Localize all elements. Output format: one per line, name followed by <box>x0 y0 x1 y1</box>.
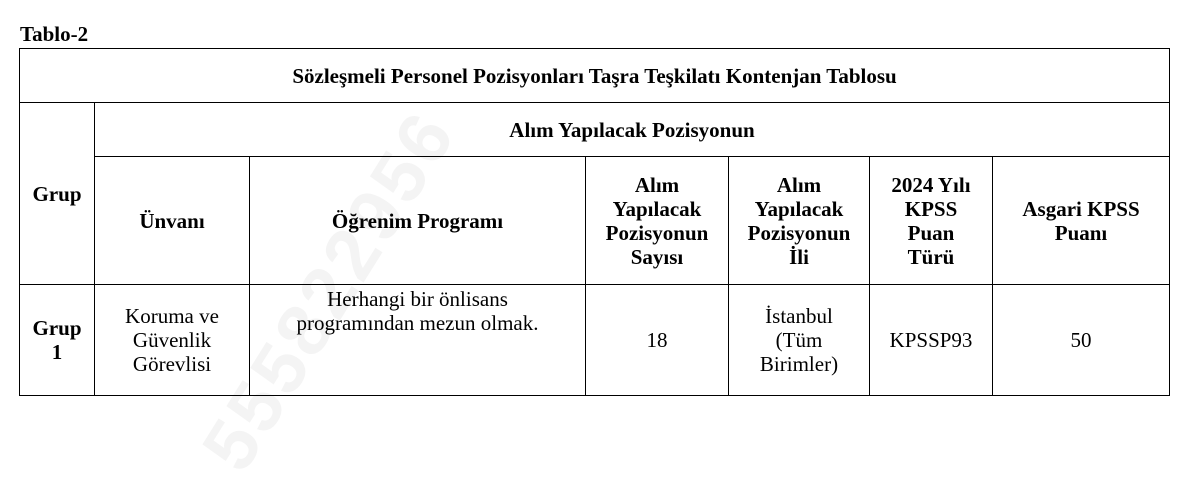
position-subheader: Alım Yapılacak Pozisyonun <box>95 103 1170 157</box>
column-header-title: Ünvanı <box>95 157 250 285</box>
table-row <box>20 285 1170 396</box>
group-column-header: Grup <box>20 103 95 285</box>
table-caption: Tablo-2 <box>20 22 89 46</box>
table-title: Sözleşmeli Personel Pozisyonları Taşra Teşkilatı Kontenjan Tablosu <box>20 49 1170 103</box>
column-header-education: Öğrenim Programı <box>250 157 586 285</box>
column-header-count: Alım Yapılacak Pozisyonun Sayısı <box>586 157 729 285</box>
column-header-min-score: Asgari KPSS Puanı <box>993 157 1170 285</box>
column-header-score-type: 2024 Yılı KPSS Puan Türü <box>870 157 993 285</box>
cell-title: Koruma ve Güvenlik Görevlisi <box>95 285 250 396</box>
cell-group: Grup 1 <box>20 285 95 396</box>
cell-education: Herhangi bir önlisans programından mezun olmak. <box>250 285 586 396</box>
cell-city: İstanbul (Tüm Birimler) <box>729 285 870 396</box>
quota-table <box>19 48 1170 396</box>
column-header-city: Alım Yapılacak Pozisyonun İli <box>729 157 870 285</box>
cell-count: 18 <box>586 285 729 396</box>
cell-score-type: KPSSP93 <box>870 285 993 396</box>
cell-min-score: 50 <box>993 285 1170 396</box>
